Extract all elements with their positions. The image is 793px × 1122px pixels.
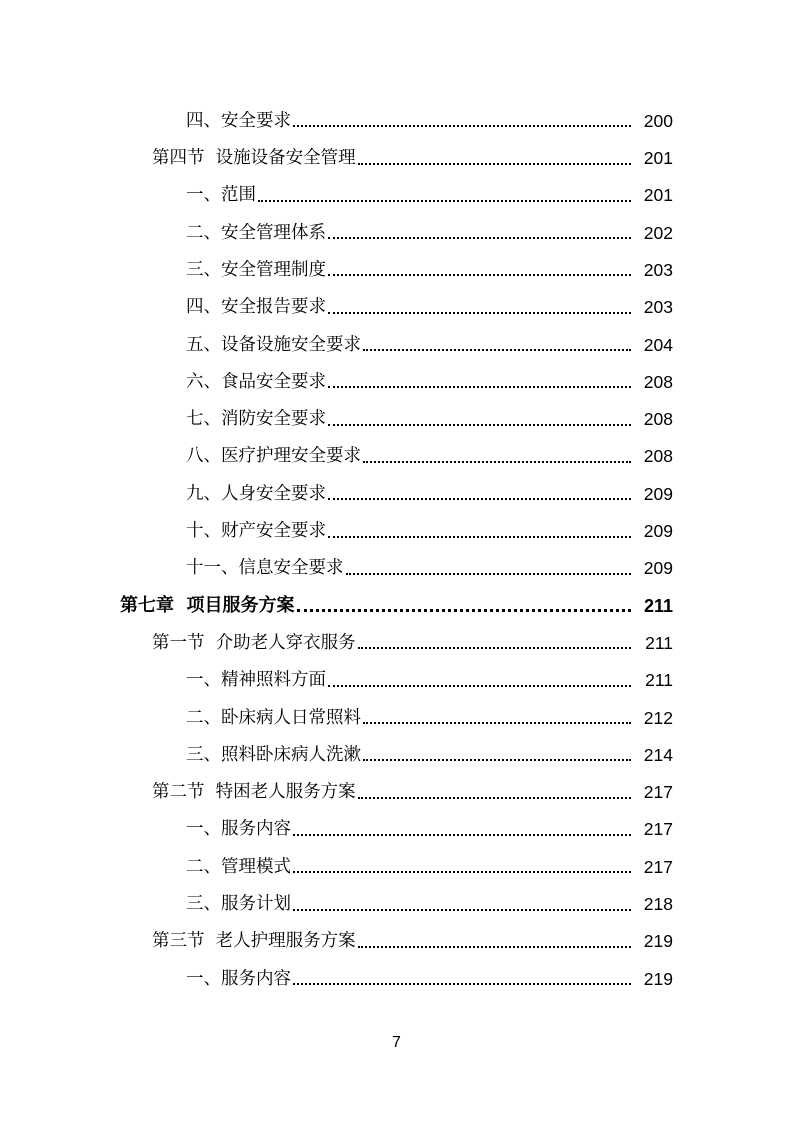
toc-entry-page: 208 [643,409,673,430]
toc-entry[interactable] [0,772,793,809]
toc-entry-page: 218 [643,894,673,915]
toc-entry-page: 208 [643,371,673,392]
toc-entry-title: 第四节 设施设备安全管理 [152,148,356,169]
toc-leader-dots [328,237,631,239]
toc-entry[interactable] [0,810,793,847]
toc-leader-dots [328,536,631,538]
toc-entry-page: 202 [643,222,673,243]
toc-entry-title: 三、照料卧床病人洗漱 [186,744,361,765]
toc-entry[interactable] [0,399,793,436]
toc-leader-dots [293,125,631,127]
toc-entry-page: 203 [643,297,673,318]
toc-entry[interactable] [0,623,793,660]
toc-entry[interactable] [0,735,793,772]
toc-leader-dots [363,759,631,761]
toc-entry-title: 五、设备设施安全要求 [186,334,361,355]
toc-entry-page: 217 [643,856,673,877]
toc-entry-page: 201 [643,148,673,169]
toc-leader-dots [363,349,631,351]
toc-entry-page: 200 [643,110,673,131]
toc-leader-dots [258,200,631,202]
toc-leader-dots [293,983,631,985]
toc-entry[interactable] [0,213,793,250]
toc-entry-page: 214 [643,744,673,765]
toc-leader-dots [328,386,631,388]
toc-leader-dots [363,722,631,724]
toc-entry[interactable] [0,176,793,213]
toc-entry-page: 208 [643,446,673,467]
toc-entry[interactable] [0,138,793,175]
toc-leader-dots [328,312,631,314]
table-of-contents [0,101,793,996]
toc-entry-title: 十、财产安全要求 [186,521,326,542]
toc-entry[interactable] [0,362,793,399]
toc-entry[interactable] [0,325,793,362]
toc-entry[interactable] [0,250,793,287]
toc-entry-title: 四、安全要求 [186,110,291,131]
toc-entry-page: 211 [643,596,673,617]
toc-entry-page: 217 [643,782,673,803]
toc-entry-title: 一、范围 [186,185,256,206]
toc-entry-title: 三、服务计划 [186,894,291,915]
toc-leader-dots [328,685,631,687]
toc-entry[interactable] [0,959,793,996]
toc-entry-page: 217 [643,819,673,840]
toc-entry-title: 三、安全管理制度 [186,259,326,280]
toc-entry-title: 二、管理模式 [186,856,291,877]
toc-entry-title: 第七章 项目服务方案 [120,595,295,617]
toc-entry-title: 七、消防安全要求 [186,409,326,430]
toc-entry-page: 203 [643,259,673,280]
toc-leader-dots [358,946,631,948]
toc-entry[interactable] [0,287,793,324]
toc-entry[interactable] [0,437,793,474]
toc-entry[interactable] [0,847,793,884]
toc-entry-page: 211 [645,670,673,691]
toc-entry-title: 二、卧床病人日常照料 [186,707,361,728]
toc-entry[interactable] [0,101,793,138]
toc-leader-dots [293,909,631,911]
toc-entry[interactable] [0,511,793,548]
toc-entry[interactable] [0,474,793,511]
toc-entry-page: 204 [643,334,673,355]
toc-entry[interactable] [0,660,793,697]
toc-entry-page: 212 [643,707,673,728]
toc-entry-page: 219 [643,931,673,952]
toc-leader-dots [358,163,631,165]
toc-entry-title: 第一节 介助老人穿衣服务 [152,632,356,653]
toc-entry-title: 一、服务内容 [186,968,291,989]
toc-entry-title: 六、食品安全要求 [186,371,326,392]
toc-entry-page: 209 [643,483,673,504]
toc-entry-title: 八、医疗护理安全要求 [186,446,361,467]
toc-entry[interactable] [0,922,793,959]
toc-entry-page: 219 [643,968,673,989]
toc-leader-dots [328,424,631,426]
toc-entry-title: 九、人身安全要求 [186,483,326,504]
toc-leader-dots [328,274,631,276]
toc-leader-dots [358,797,631,799]
toc-entry-title: 第三节 老人护理服务方案 [152,931,356,952]
toc-leader-dots [346,573,632,575]
toc-entry-title: 十一、信息安全要求 [186,558,344,579]
toc-entry-page: 209 [643,521,673,542]
toc-leader-dots [328,498,631,500]
page-number: 7 [392,1034,401,1051]
toc-entry-title: 二、安全管理体系 [186,222,326,243]
toc-entry-page: 201 [643,185,673,206]
toc-chapter-entry[interactable] [0,586,793,623]
toc-entry-page: 211 [645,632,673,653]
toc-leader-dots [297,609,631,612]
toc-leader-dots [293,834,631,836]
toc-leader-dots [363,461,631,463]
toc-entry[interactable] [0,698,793,735]
toc-entry-title: 四、安全报告要求 [186,297,326,318]
toc-leader-dots [293,871,631,873]
toc-entry-title: 第二节 特困老人服务方案 [152,782,356,803]
toc-entry-title: 一、服务内容 [186,819,291,840]
toc-entry-page: 209 [643,558,673,579]
toc-entry[interactable] [0,884,793,921]
toc-leader-dots [358,647,631,649]
toc-entry[interactable] [0,549,793,586]
toc-entry-title: 一、精神照料方面 [186,670,326,691]
